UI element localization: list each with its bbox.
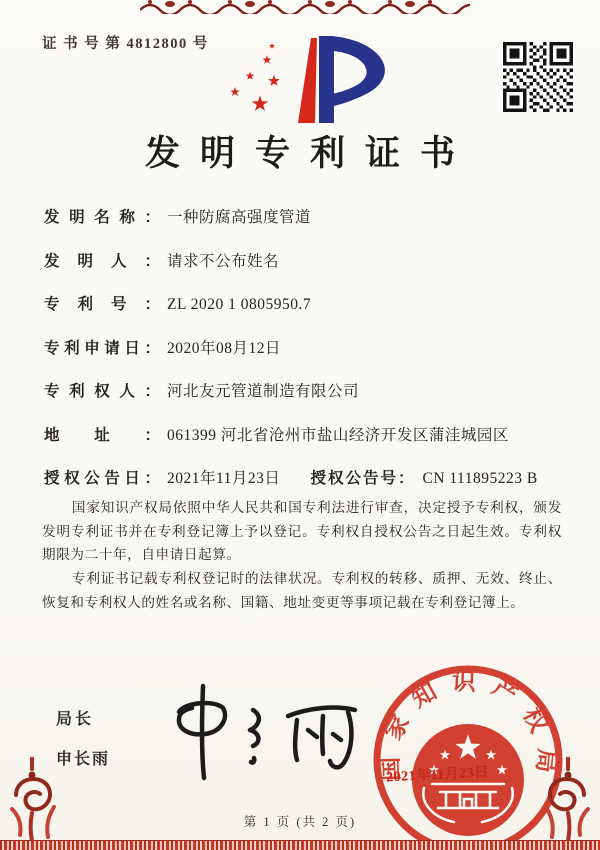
fields-section <box>44 205 564 510</box>
grant-number-value: CN 111895223 B <box>422 470 538 487</box>
field-row-invention-name <box>44 205 564 249</box>
field-label: 发明人： <box>44 252 160 270</box>
field-row-inventor <box>44 249 564 293</box>
field-value: 061399 河北省沧州市盐山经济开发区蒲洼城园区 <box>167 426 509 444</box>
field-value: 请求不公布姓名 <box>167 252 280 270</box>
field-label: 专利申请日： <box>44 339 160 357</box>
field-label: 专利权人： <box>44 383 160 400</box>
field-label: 专利号： <box>44 296 160 313</box>
legal-text-section <box>42 496 562 614</box>
grant-number-label: 授权公告号： <box>310 470 416 487</box>
seal-date: 2021年11月23日 <box>385 765 490 786</box>
field-label: 地址： <box>44 426 160 444</box>
page-title <box>0 126 600 176</box>
legal-paragraph-1: 国家知识产权局依照中华人民共和国专利法进行审查，决定授予专利权，颁发发明专利证书并在专利登记簿上予以登记。专利权自授权公告之日起生效。专利权期限为二十年，自申请日起算。 <box>42 500 562 563</box>
qr-code-icon <box>503 42 573 112</box>
field-row-filing-date <box>44 336 564 380</box>
logo-stars <box>230 43 280 111</box>
ornamental-border-bottom <box>0 840 600 850</box>
field-label: 发明名称： <box>44 209 160 226</box>
corner-ornament-right <box>528 757 598 842</box>
grant-number-pair <box>310 466 537 488</box>
corner-ornament-left <box>2 757 72 842</box>
field-row-address <box>44 423 564 467</box>
field-value: 河北友元管道制造有限公司 <box>167 383 360 400</box>
field-value: 2020年08月12日 <box>167 339 282 357</box>
field-row-patent-number <box>44 292 564 336</box>
logo-red-wedge <box>298 38 317 123</box>
field-value: ZL 2020 1 0805950.7 <box>167 296 312 313</box>
grant-date-label: 授权公告日： <box>44 470 160 487</box>
page-footer: 第 1 页 (共 2 页) <box>243 815 357 829</box>
grant-date-value: 2021年11月23日 <box>167 470 281 487</box>
field-value: 一种防腐高强度管道 <box>167 209 312 226</box>
field-row-patentee <box>44 379 564 423</box>
page-title-text: 发明专利证书 <box>144 134 475 173</box>
signature-image <box>145 678 380 788</box>
officer-title: 局长 <box>56 711 95 728</box>
seal-org-text: 国家知识产权局 <box>377 669 560 788</box>
legal-paragraph-2: 专利证书记载专利权登记时的法律状况。专利权的转移、质押、无效、终止、恢复和专利权人的姓名或名称、国籍、地址变更等事项记载在专利登记簿上。 <box>42 570 562 610</box>
logo-p-shape <box>319 36 385 123</box>
ornamental-border-top <box>140 0 470 14</box>
certificate-number: 证 书 号 第 4812800 号 <box>42 36 209 52</box>
officer-name: 申长雨 <box>56 751 111 768</box>
cnipa-logo-icon <box>210 28 420 128</box>
